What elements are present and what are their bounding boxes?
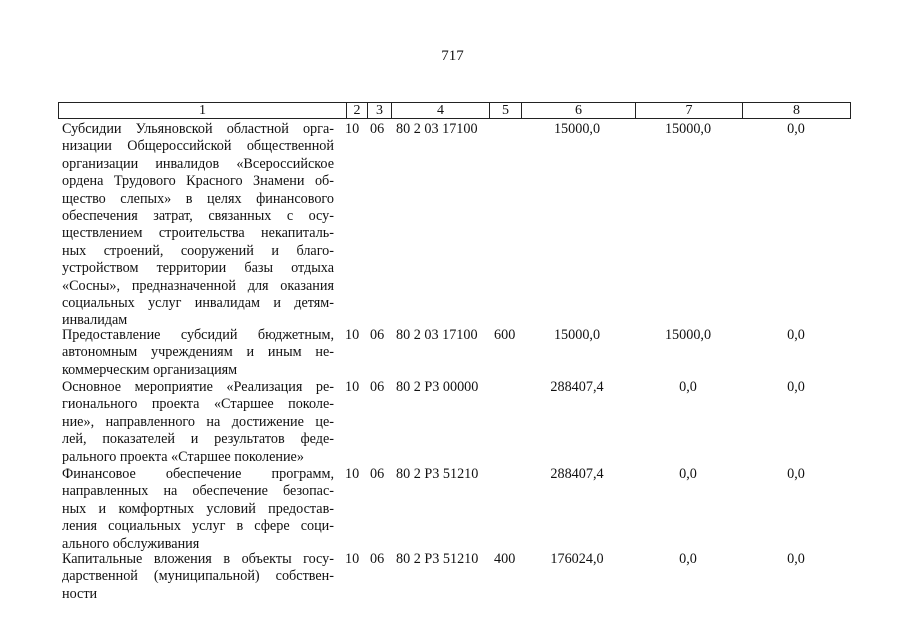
subsection-code: 06 (370, 466, 385, 482)
target-article-code: 80 2 P3 00000 (396, 379, 479, 395)
row-description (62, 466, 334, 553)
subsection-code: 06 (370, 379, 385, 395)
description-line: гионального проекта «Старшее поколе- (62, 396, 334, 413)
row-description (62, 121, 334, 330)
table-header-row (58, 102, 851, 119)
section-code: 10 (345, 466, 360, 482)
amount-col-6: 15000,0 (553, 121, 601, 137)
target-article-code: 80 2 P3 51210 (396, 551, 479, 567)
description-line: автономным учреждениям и иным не- (62, 344, 334, 361)
description-line: ных и комфортных условий предостав- (62, 500, 334, 517)
description-line: инвалидам (62, 312, 128, 329)
description-line: социальных услуг инвалидам и детям- (62, 295, 334, 312)
description-line: ордена Трудового Красного Знамени об- (62, 173, 334, 190)
amount-col-6: 15000,0 (553, 327, 601, 343)
section-code: 10 (345, 327, 360, 343)
header-col-7: 7 (635, 103, 742, 118)
description-line: ального обслуживания (62, 535, 200, 552)
row-description (62, 551, 334, 603)
amount-col-7: 15000,0 (664, 121, 712, 137)
subsection-code: 06 (370, 551, 385, 567)
description-line: ние», направленного на достижение це- (62, 413, 334, 430)
amount-col-6: 288407,4 (550, 466, 604, 482)
expense-type-code: 600 (494, 327, 516, 343)
description-line: Финансовое обеспечение программ, (62, 466, 334, 482)
description-line: дарственной (муниципальной) собствен- (62, 568, 334, 585)
description-line: ления социальных услуг в сфере соци- (62, 518, 334, 535)
expense-type-code: 400 (494, 551, 516, 567)
target-article-code: 80 2 03 17100 (396, 327, 478, 343)
description-line: ности (62, 585, 98, 602)
amount-col-7: 15000,0 (664, 327, 712, 343)
page-number: 717 (441, 48, 464, 64)
description-line: лей, показателей и результатов феде- (62, 431, 334, 448)
amount-col-6: 288407,4 (550, 379, 604, 395)
header-col-3: 3 (367, 103, 391, 118)
subsection-code: 06 (370, 121, 385, 137)
section-code: 10 (345, 551, 360, 567)
row-description (62, 379, 334, 466)
amount-col-8: 0,0 (787, 379, 805, 395)
section-code: 10 (345, 379, 360, 395)
amount-col-8: 0,0 (787, 121, 805, 137)
description-line: обеспечения затрат, связанных с осу- (62, 208, 334, 225)
description-line: Предоставление субсидий бюджетным, (62, 327, 334, 343)
description-line: устройством территории базы отдыха (62, 260, 334, 277)
header-col-5: 5 (489, 103, 521, 118)
header-col-4: 4 (391, 103, 489, 118)
description-line: ных строений, сооружений и благо- (62, 242, 334, 259)
description-line: направленных на обеспечение безопас- (62, 483, 334, 500)
amount-col-6: 176024,0 (550, 551, 604, 567)
description-line: Субсидии Ульяновской областной орга- (62, 121, 334, 137)
description-line: ществлением строительства некапиталь- (62, 225, 334, 242)
description-line: Капитальные вложения в объекты госу- (62, 551, 334, 567)
description-line: щество слепых» в целях финансового (62, 190, 334, 207)
amount-col-7: 0,0 (679, 551, 697, 567)
subsection-code: 06 (370, 327, 385, 343)
header-col-8: 8 (742, 103, 850, 118)
section-code: 10 (345, 121, 360, 137)
amount-col-8: 0,0 (787, 551, 805, 567)
description-line: коммерческим организациям (62, 361, 238, 378)
description-line: низации Общероссийской общественной (62, 138, 334, 155)
row-description (62, 327, 334, 379)
amount-col-7: 0,0 (679, 379, 697, 395)
description-line: Основное мероприятие «Реализация ре- (62, 379, 334, 395)
header-col-6: 6 (521, 103, 635, 118)
header-col-1: 1 (199, 103, 206, 118)
target-article-code: 80 2 P3 51210 (396, 466, 479, 482)
target-article-code: 80 2 03 17100 (396, 121, 478, 137)
amount-col-8: 0,0 (787, 327, 805, 343)
description-line: «Сосны», предназначенной для оказания (62, 277, 334, 294)
amount-col-7: 0,0 (679, 466, 697, 482)
header-col-2: 2 (346, 103, 367, 118)
description-line: рального проекта «Старшее поколение» (62, 448, 304, 465)
amount-col-8: 0,0 (787, 466, 805, 482)
description-line: организации инвалидов «Всероссийское (62, 155, 334, 172)
